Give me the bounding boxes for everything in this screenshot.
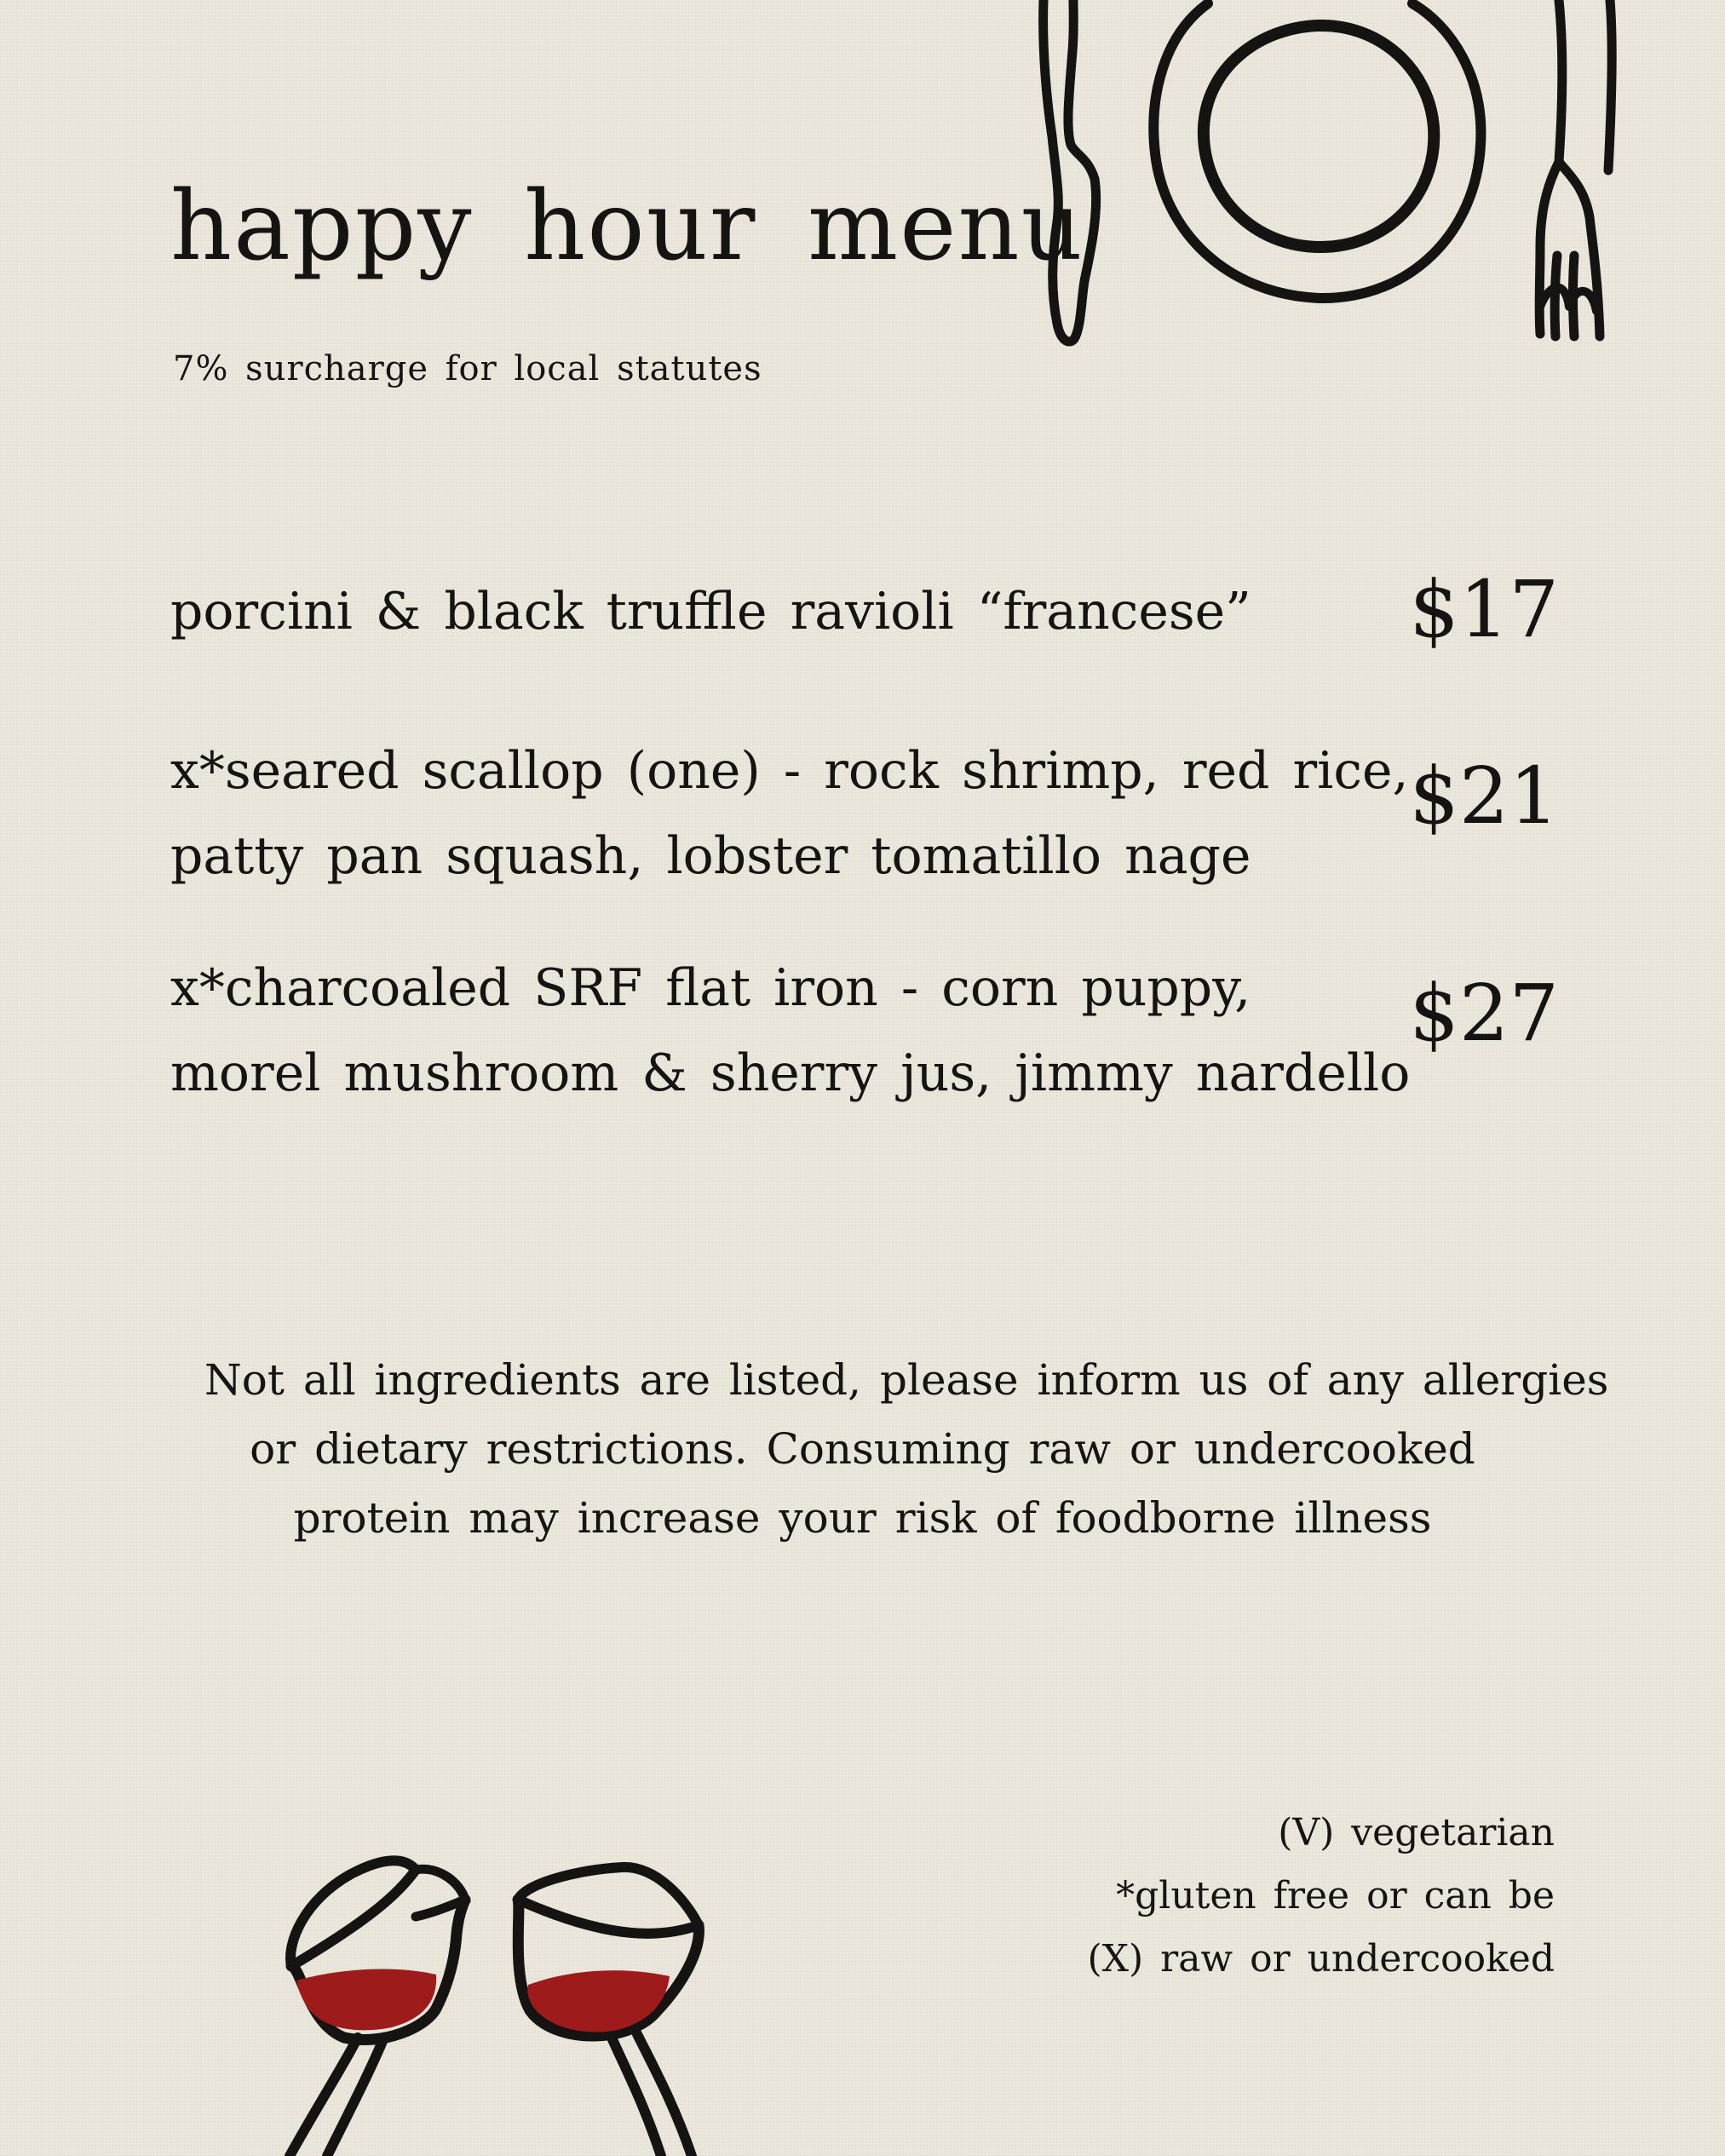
item-name xyxy=(170,569,1251,654)
legend-raw: (X) raw or undercooked xyxy=(1087,1937,1555,1981)
menu-title: happy hour menu xyxy=(170,171,1084,282)
plate-icon xyxy=(1131,0,1506,315)
menu-item-flat-iron xyxy=(170,946,1559,1133)
item-name xyxy=(170,728,1409,899)
item-price: $27 xyxy=(1409,968,1559,1059)
legend-vegetarian: (V) vegetarian xyxy=(1278,1811,1555,1854)
fork-icon xyxy=(1525,0,1627,349)
item-price: $21 xyxy=(1409,750,1559,842)
item-price: $17 xyxy=(1409,564,1559,655)
menu-item-scallop xyxy=(170,728,1559,916)
wine-glass-left-icon xyxy=(290,1860,465,2156)
notice-line: protein may increase your risk of foodborne illness xyxy=(293,1493,1432,1543)
legend-gluten-free: *gluten free or can be xyxy=(1116,1874,1555,1917)
wine-glass-right-icon xyxy=(518,1867,699,2156)
item-name xyxy=(170,946,1410,1116)
dietary-legend xyxy=(1088,1802,1555,1991)
surcharge-note: 7% surcharge for local statutes xyxy=(173,349,762,388)
notice-line: or dietary restrictions. Consuming raw or undercooked xyxy=(250,1424,1475,1474)
item-name-line: porcini & black truffle ravioli “francese” xyxy=(170,582,1251,641)
notice-line: Not all ingredients are listed, please inform us of any allergies xyxy=(204,1355,1609,1405)
wine-glasses-icon xyxy=(256,1848,733,2156)
item-name-line: morel mushroom & sherry jus, jimmy nardello xyxy=(170,1044,1411,1103)
allergy-notice xyxy=(204,1346,1609,1553)
item-name-line: x*seared scallop (one) - rock shrimp, red rice, xyxy=(170,741,1409,801)
item-name-line: patty pan squash, lobster tomatillo nage xyxy=(170,826,1251,886)
item-name-line: x*charcoaled SRF flat iron - corn puppy, xyxy=(170,958,1251,1018)
